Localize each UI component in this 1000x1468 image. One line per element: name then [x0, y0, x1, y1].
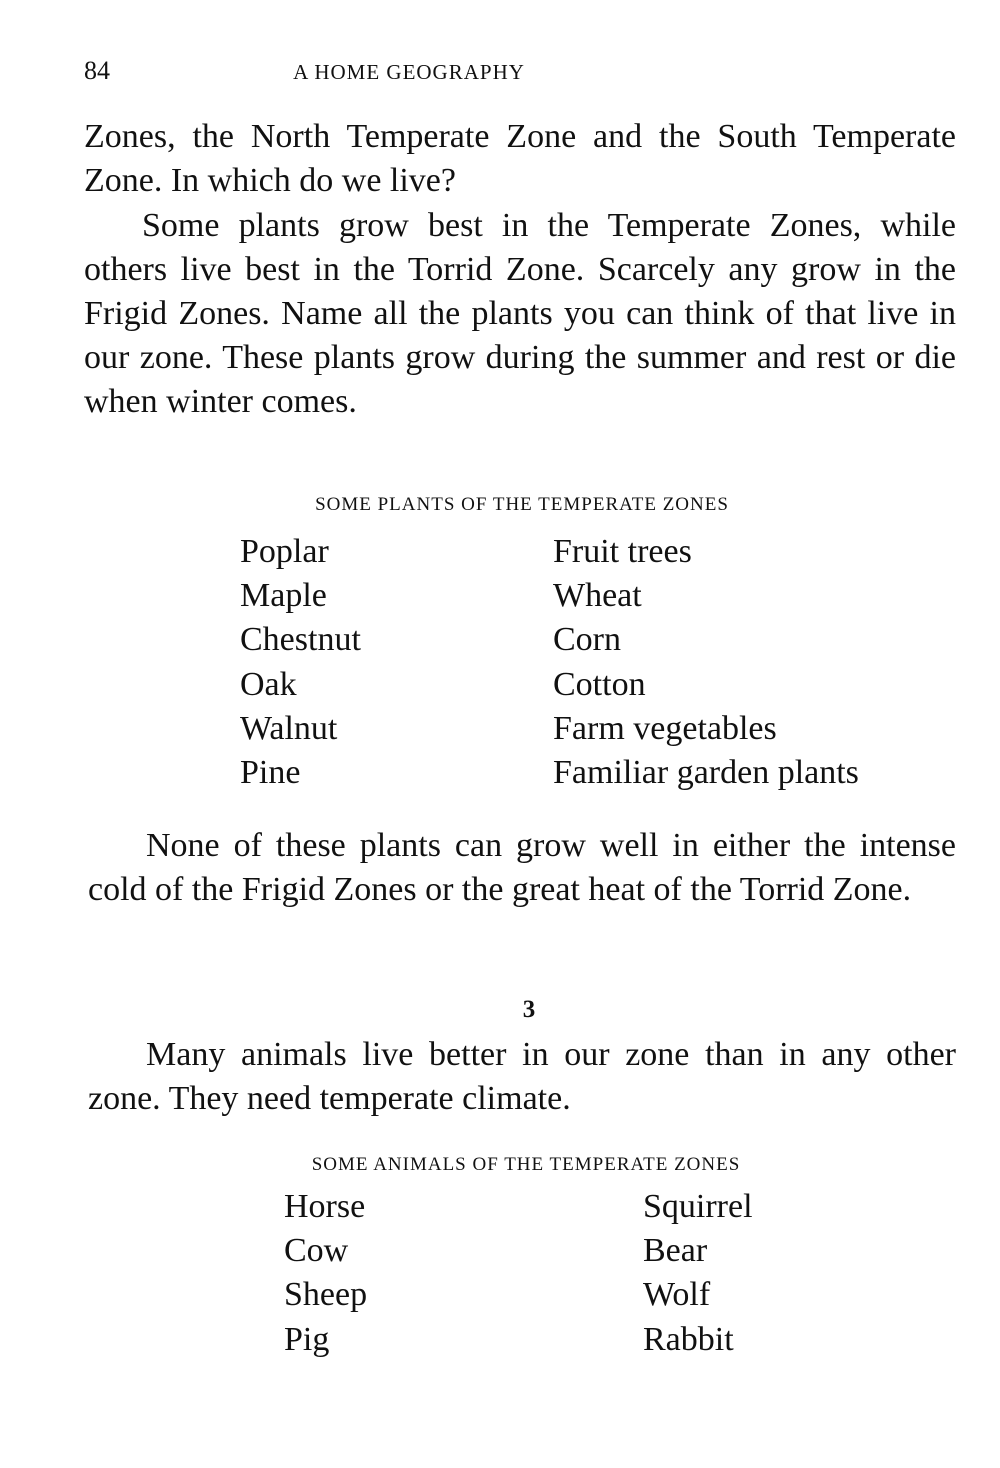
- list-item: Cotton: [553, 665, 646, 703]
- paragraph-plants-climate: None of these plants can grow well in either the intense cold of the Frigid Zones or the great heat of the Torrid Zone.: [88, 827, 956, 908]
- list-item: Bear: [643, 1232, 708, 1270]
- list-item: Fruit trees: [553, 533, 692, 570]
- running-title: A HOME GEOGRAPHY: [293, 60, 525, 84]
- list-item: Pig: [284, 1320, 330, 1358]
- list-item: Rabbit: [643, 1320, 734, 1358]
- plants-table-caption: SOME PLANTS OF THE TEMPERATE ZONES: [315, 494, 729, 515]
- animals-column-right: [643, 1185, 753, 1362]
- list-item: Corn: [553, 621, 621, 659]
- list-item: Squirrel: [643, 1188, 753, 1225]
- list-item: Walnut: [240, 709, 338, 747]
- list-item: Chestnut: [240, 621, 361, 659]
- paragraph-animals-intro: Many animals live better in our zone than in any other zone. They need temperate climate.: [88, 1036, 956, 1117]
- plants-column-left: [240, 530, 361, 795]
- page-number: 84: [84, 56, 110, 85]
- list-item: Poplar: [240, 533, 329, 570]
- list-item: Cow: [284, 1232, 349, 1270]
- list-item: Pine: [240, 754, 301, 792]
- list-item: Horse: [284, 1188, 366, 1225]
- list-item: Wheat: [553, 577, 642, 615]
- page-header: [84, 56, 954, 96]
- plants-column-right: [553, 530, 859, 795]
- paragraph-plants-intro: Some plants grow best in the Temperate Zones, while others live best in the Torrid Zone. Scarcely any grow in the Frigid Zones. Name all the plants you can think of that live in our zone. These plants grow during the summer and rest or die when winter comes.: [84, 207, 956, 420]
- list-item: Familiar garden plants: [553, 754, 859, 792]
- animals-column-left: [284, 1185, 367, 1362]
- paragraph-temperate-zones: Zones, the North Temperate Zone and the South Temperate Zone. In which do we live?: [84, 118, 956, 199]
- list-item: Maple: [240, 577, 327, 615]
- list-item: Farm vegetables: [553, 709, 777, 747]
- animals-table-caption: SOME ANIMALS OF THE TEMPERATE ZONES: [311, 1154, 741, 1175]
- section-number: 3: [522, 996, 536, 1023]
- list-item: Oak: [240, 665, 297, 703]
- list-item: Wolf: [643, 1276, 711, 1314]
- list-item: Sheep: [284, 1276, 368, 1314]
